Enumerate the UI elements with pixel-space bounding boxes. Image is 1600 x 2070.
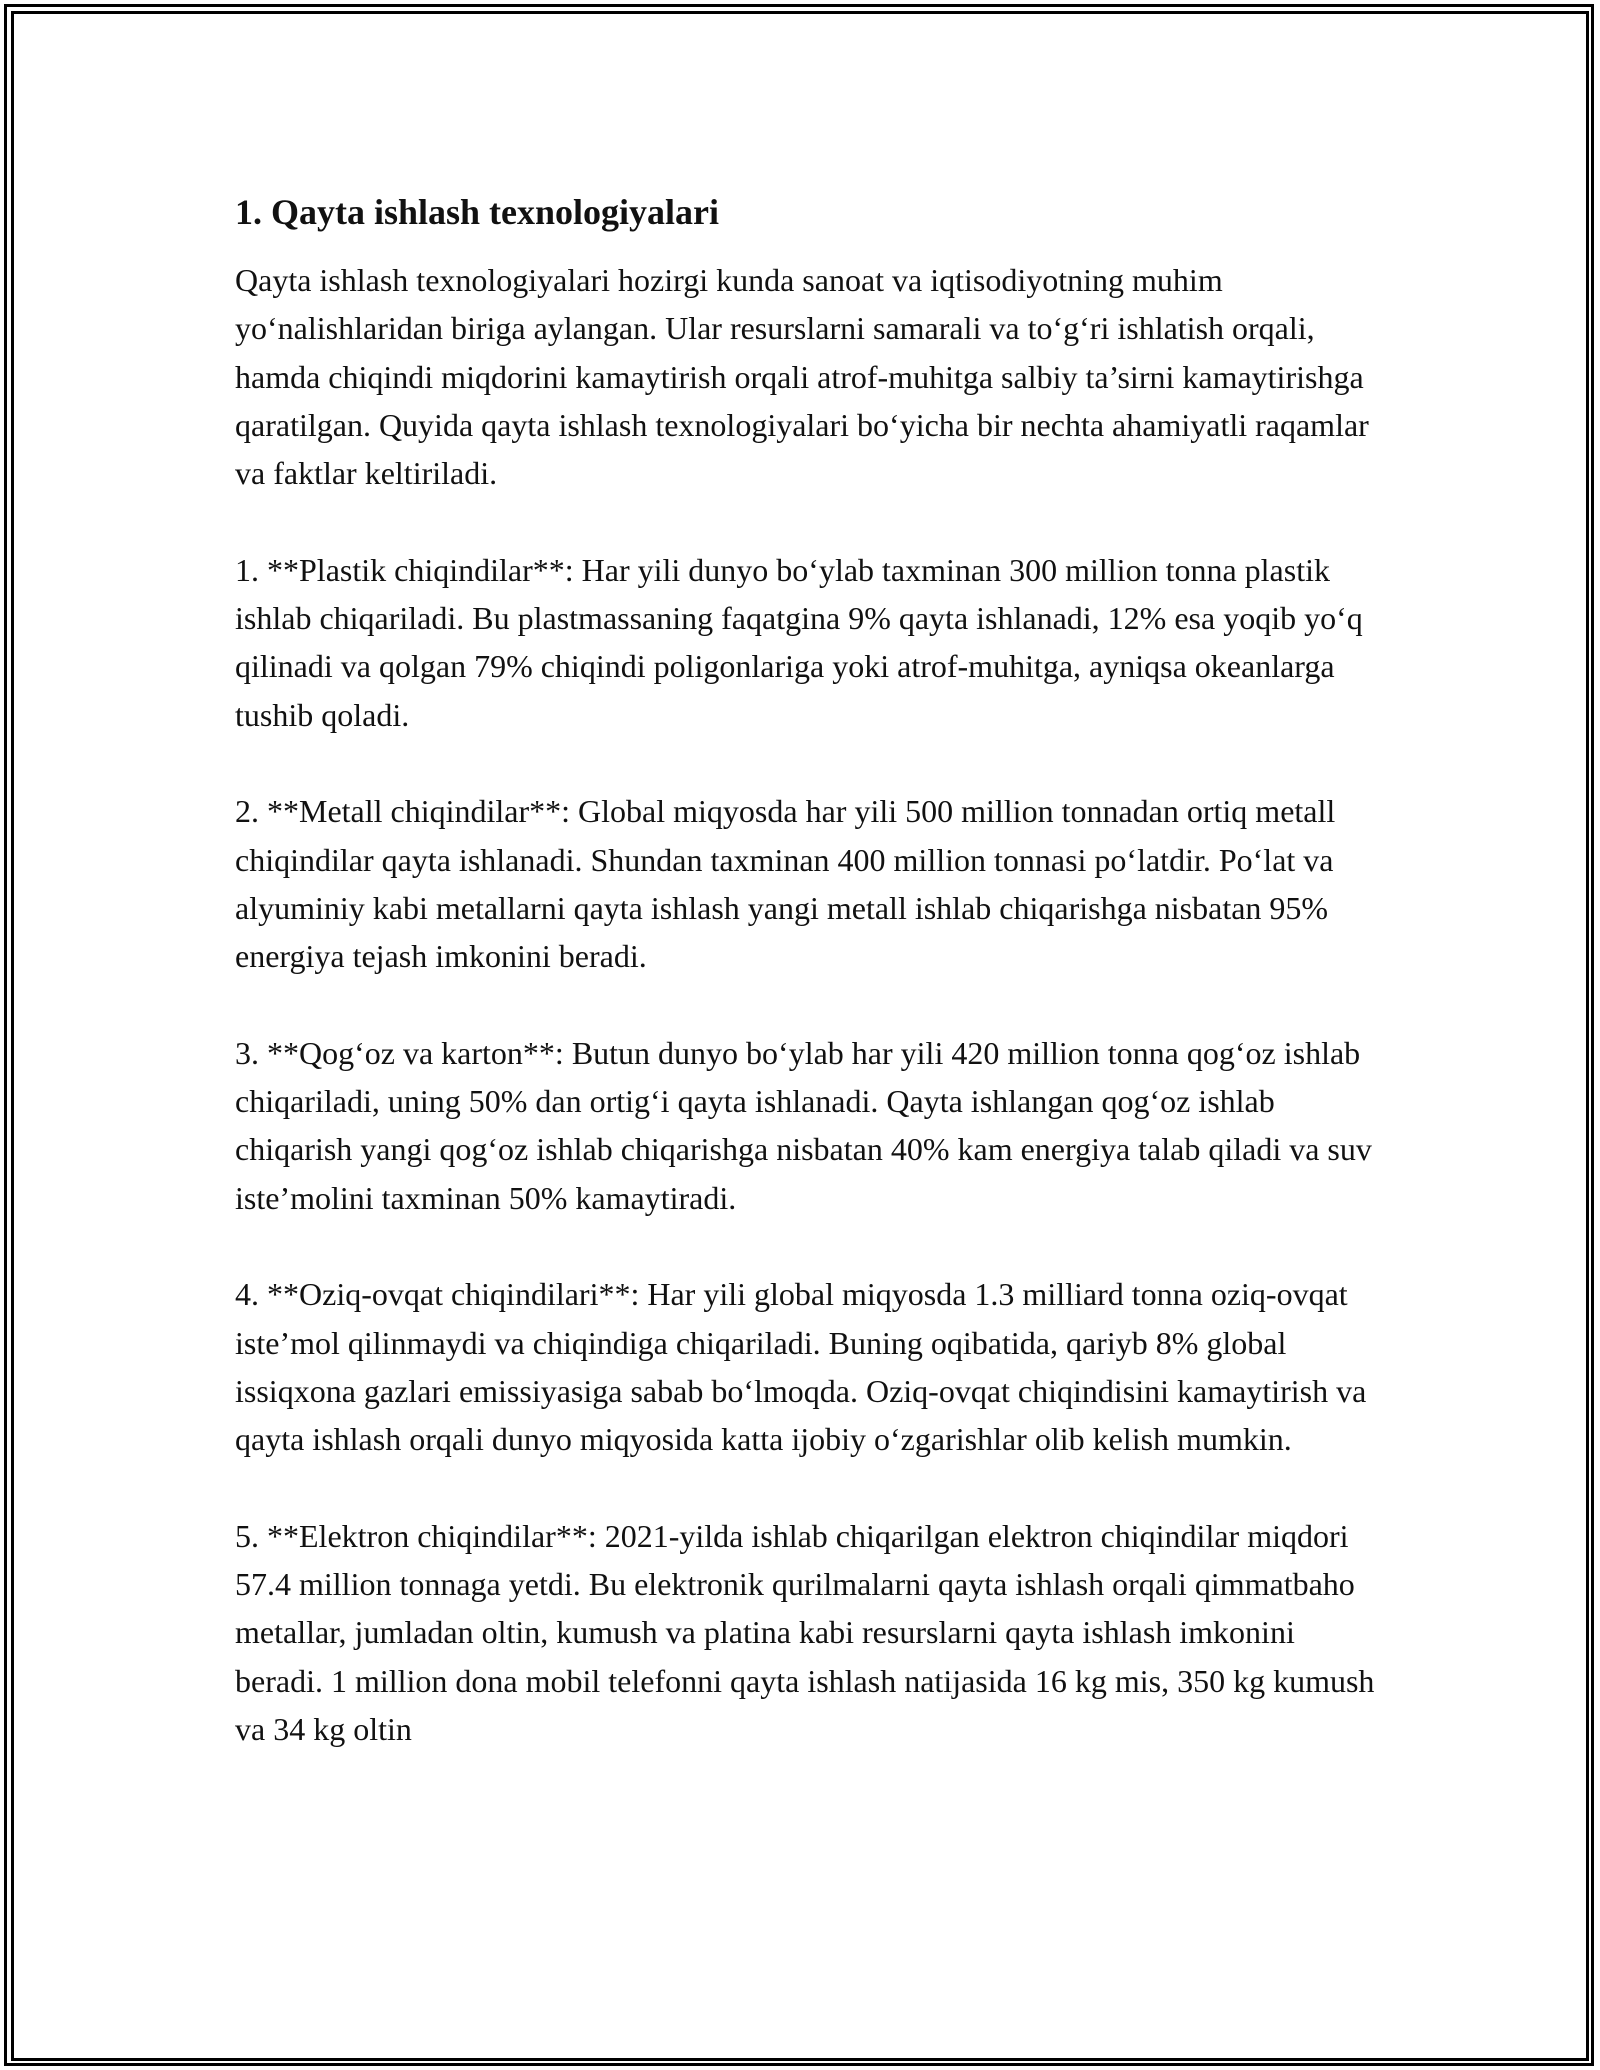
paragraph-electronic-waste: 5. **Elektron chiqindilar**: 2021-yilda ishlab chiqarilgan elektron chiqindilar miqdori 57.4 million tonnaga yetdi. Bu elektronik qurilmalarni qayta ishlash orqali qimmatbaho metallar, jumladan oltin, kumush va platina kabi resurslarni qayta ishlash imkonini beradi. 1 million dona mobil telefonni qayta ishlash natijasida 16 kg mis, 350 kg kumush va 34 kg oltin	[235, 1517, 1375, 1747]
paragraph-food-waste: 4. **Oziq-ovqat chiqindilari**: Har yili global miqyosda 1.3 milliard tonna oziq-ovqat iste’mol qilinmaydi va chiqindiga chiqariladi. Buning oqibatida, qariyb 8% global issiqxona gazlari emissiyasiga sabab bo‘lmoqda. Oziq-ovqat chiqindisini kamaytirish va qayta ishlash orqali dunyo miqyosida katta ijobiy o‘zgarishlar olib kelish mumkin.	[235, 1276, 1367, 1458]
paragraph-plastic-waste: 1. **Plastik chiqindilar**: Har yili dunyo bo‘ylab taxminan 300 million tonna plastik ishlab chiqariladi. Bu plastmassaning faqatgina 9% qayta ishlanadi, 12% esa yoqib yo‘q qilinadi va qolgan 79% chiqindi poligonlariga yoki atrof-muhitga, ayniqsa okeanlarga tushib qoladi.	[235, 551, 1363, 733]
paragraph-paper-cardboard: 3. **Qog‘oz va karton**: Butun dunyo bo‘ylab har yili 420 million tonna qog‘oz ishlab chiqariladi, uning 50% dan ortig‘i qayta ishlanadi. Qayta ishlangan qog‘oz ishlab chiqarish yangi qog‘oz ishlab chiqarishga nisbatan 40% kam energiya talab qiladi va suv iste’molini taxminan 50% kamaytiradi.	[235, 1034, 1372, 1216]
intro-paragraph: Qayta ishlash texnologiyalari hozirgi kunda sanoat va iqtisodiyotning muhim yo‘nalishlaridan biriga aylangan. Ular resurslarni samarali va to‘g‘ri ishlatish orqali, hamda chiqindi miqdorini kamaytirish orqali atrof-muhitga salbiy ta’sirni kamaytirishga qaratilgan. Quyida qayta ishlash texnologiyalari bo‘yicha bir nechta ahamiyatli raqamlar va faktlar keltiriladi.	[235, 262, 1369, 492]
document-body	[235, 188, 1375, 1802]
paragraph-metal-waste: 2. **Metall chiqindilar**: Global miqyosda har yili 500 million tonnadan ortiq metall chiqindilar qayta ishlanadi. Shundan taxminan 400 million tonnasi po‘latdir. Po‘lat va alyuminiy kabi metallarni qayta ishlash yangi metall ishlab chiqarishga nisbatan 95% energiya tejash imkonini beradi.	[235, 793, 1336, 975]
document-title: 1. Qayta ishlash texnologiyalari	[235, 192, 720, 232]
